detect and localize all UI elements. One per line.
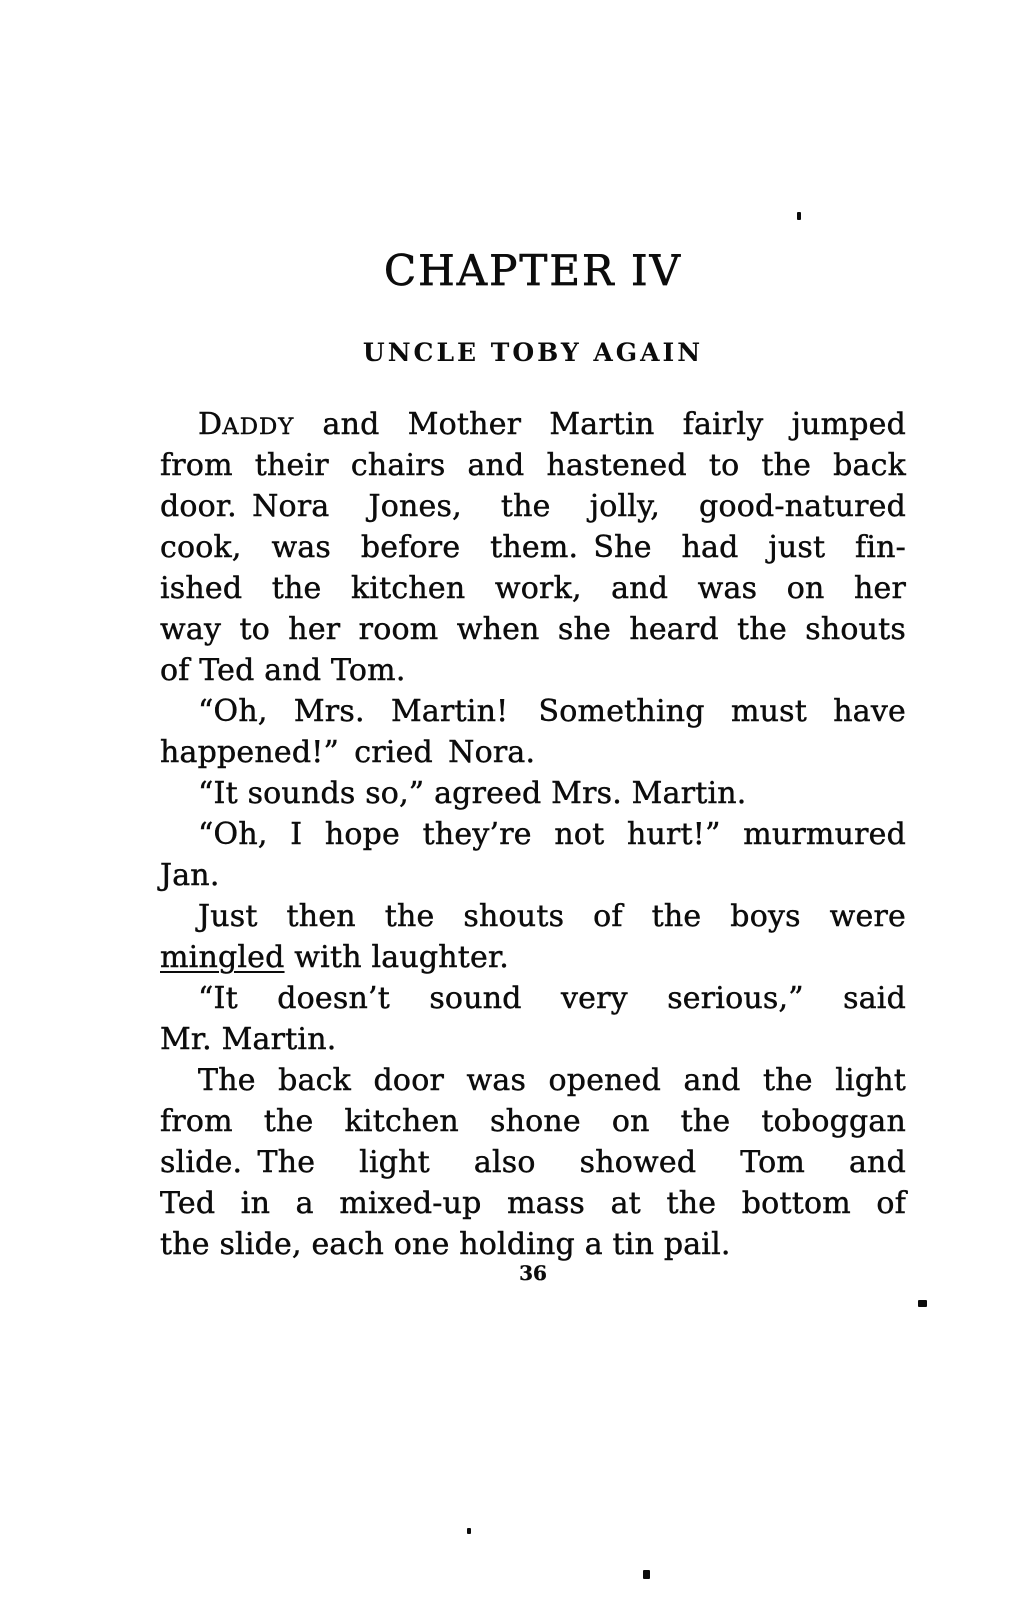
- text-line: way to her room when she heard the shouts: [160, 612, 906, 647]
- text-line: Ted in a mixed-up mass at the bottom of: [160, 1186, 906, 1221]
- text-line: slide. The light also showed Tom and: [160, 1145, 906, 1180]
- scan-speck: [918, 1300, 927, 1307]
- scan-speck: [797, 212, 801, 220]
- text-line: DADDY and Mother Martin fairly jumped: [198, 407, 906, 442]
- scan-speck: [467, 1528, 471, 1534]
- chapter-title: CHAPTER IV: [384, 246, 682, 295]
- text-line: Mr. Martin.: [160, 1022, 337, 1057]
- text-line: door. Nora Jones, the jolly, good-natured: [160, 489, 906, 524]
- text-line: from the kitchen shone on the toboggan: [160, 1104, 906, 1139]
- section-title: UNCLE TOBY AGAIN: [362, 338, 704, 367]
- text-line: ished the kitchen work, and was on her: [160, 571, 906, 606]
- page-number: 36: [519, 1261, 547, 1285]
- text-line: The back door was opened and the light: [198, 1063, 906, 1098]
- text-line: the slide, each one holding a tin pail.: [160, 1227, 731, 1262]
- text-line: “It doesn’t sound very serious,” said: [198, 981, 906, 1016]
- scan-speck: [643, 1570, 650, 1579]
- text-line: Just then the shouts of the boys were: [198, 899, 906, 934]
- text-line: happened!” cried Nora.: [160, 735, 536, 770]
- text-line: Jan.: [160, 858, 220, 893]
- text-block: [160, 404, 906, 1265]
- text-line: “Oh, I hope they’re not hurt!” murmured: [198, 817, 906, 852]
- text-line: “It sounds so,” agreed Mrs. Martin.: [198, 776, 747, 811]
- text-line: mingled with laughter.: [160, 940, 509, 975]
- text-line: “Oh, Mrs. Martin! Something must have: [198, 694, 906, 729]
- text-line: cook, was before them. She had just fin-: [160, 530, 906, 565]
- text-line: from their chairs and hastened to the back: [160, 448, 906, 483]
- text-line: of Ted and Tom.: [160, 653, 406, 688]
